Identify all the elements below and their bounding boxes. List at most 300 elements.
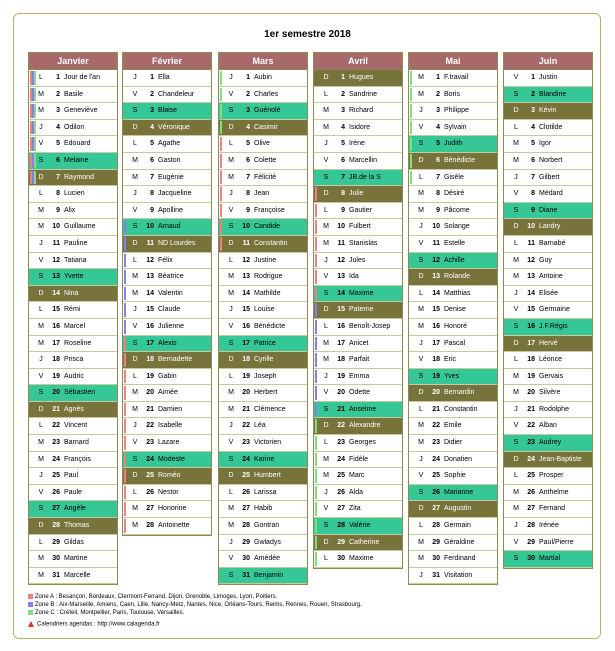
day-row bbox=[504, 518, 592, 535]
legend-zone-a bbox=[28, 593, 277, 601]
day-number: 16 bbox=[337, 322, 345, 330]
saint-name: Paul bbox=[64, 472, 79, 480]
day-row bbox=[219, 568, 307, 585]
day-number: 6 bbox=[150, 156, 154, 164]
day-letter: L bbox=[39, 422, 43, 430]
saint-name: Lazare bbox=[158, 439, 180, 447]
day-row bbox=[123, 70, 211, 87]
day-number: 9 bbox=[56, 206, 60, 214]
day-letter: M bbox=[38, 223, 44, 231]
day-row bbox=[219, 336, 307, 353]
day-row bbox=[219, 418, 307, 435]
saint-name: Chandeleur bbox=[158, 90, 195, 98]
day-row bbox=[314, 219, 402, 236]
day-row bbox=[123, 120, 211, 137]
day-letter: J bbox=[133, 422, 137, 430]
day-letter: D bbox=[513, 455, 519, 463]
saint-name: Zita bbox=[349, 505, 361, 513]
day-number: 27 bbox=[242, 505, 250, 513]
saint-name: Jour de l'an bbox=[64, 74, 100, 81]
day-row bbox=[409, 286, 497, 303]
saint-name: Gaston bbox=[158, 156, 181, 164]
day-number: 5 bbox=[436, 140, 440, 148]
vacation-bar bbox=[124, 287, 126, 301]
day-number: 10 bbox=[337, 223, 345, 231]
day-letter: J bbox=[229, 74, 233, 81]
vacation-bar bbox=[34, 171, 36, 185]
vacation-bar bbox=[410, 121, 412, 135]
saint-name: Colette bbox=[254, 156, 277, 164]
day-row bbox=[29, 203, 117, 220]
day-row bbox=[409, 435, 497, 452]
day-number: 8 bbox=[436, 190, 440, 198]
day-number: 24 bbox=[146, 455, 154, 463]
saint-name: Rodrigue bbox=[254, 273, 283, 281]
saint-name: Guillaume bbox=[64, 223, 96, 231]
day-number: 27 bbox=[52, 505, 60, 513]
vacation-bar bbox=[124, 353, 126, 367]
day-letter: M bbox=[323, 339, 329, 347]
vacation-bar bbox=[220, 104, 222, 118]
day-row bbox=[504, 170, 592, 187]
day-letter: J bbox=[514, 289, 518, 297]
month-column bbox=[122, 52, 212, 536]
day-row bbox=[504, 87, 592, 104]
day-number: 23 bbox=[337, 439, 345, 447]
saint-name: Fulbert bbox=[349, 223, 371, 231]
day-row bbox=[29, 70, 117, 87]
credit-text[interactable]: Calendriers agendas : http://www.calagenda.fr bbox=[37, 621, 160, 628]
saint-name: Jules bbox=[349, 256, 366, 264]
day-letter: M bbox=[38, 339, 44, 347]
vacation-bar bbox=[34, 121, 36, 135]
day-letter: J bbox=[39, 472, 43, 480]
saint-name: Sandrine bbox=[349, 90, 378, 98]
day-row bbox=[504, 468, 592, 485]
vacation-bar bbox=[124, 469, 126, 483]
day-number: 12 bbox=[432, 256, 440, 264]
vacation-bar bbox=[410, 171, 412, 185]
day-number: 27 bbox=[527, 505, 535, 513]
vacation-bar bbox=[220, 187, 222, 201]
day-number: 12 bbox=[52, 256, 60, 264]
day-letter: S bbox=[513, 90, 519, 98]
day-row bbox=[29, 352, 117, 369]
day-number: 17 bbox=[52, 339, 60, 347]
day-number: 24 bbox=[242, 455, 250, 463]
day-letter: L bbox=[419, 522, 423, 530]
day-row bbox=[123, 385, 211, 402]
day-letter: S bbox=[38, 273, 44, 281]
day-row bbox=[219, 253, 307, 270]
vacation-bar bbox=[124, 320, 126, 334]
saint-name: Antoinette bbox=[158, 522, 190, 530]
day-row bbox=[29, 385, 117, 402]
vacation-bar bbox=[315, 436, 317, 450]
day-number: 8 bbox=[531, 190, 535, 198]
day-letter: M bbox=[513, 256, 519, 264]
saint-name: Basile bbox=[64, 90, 84, 98]
saint-name: Emile bbox=[444, 422, 462, 430]
month-header: Juin bbox=[504, 53, 592, 70]
day-letter: V bbox=[513, 306, 519, 314]
saint-name: Léa bbox=[254, 422, 266, 430]
day-number: 7 bbox=[56, 173, 60, 181]
day-number: 19 bbox=[146, 372, 154, 380]
saint-name: Sylvain bbox=[444, 123, 467, 131]
day-number: 2 bbox=[341, 90, 345, 98]
day-row bbox=[123, 501, 211, 518]
day-letter: S bbox=[323, 405, 329, 413]
day-letter: L bbox=[324, 206, 328, 214]
day-letter: D bbox=[38, 522, 44, 530]
saint-name: Odilon bbox=[64, 123, 85, 131]
day-letter: L bbox=[229, 372, 233, 380]
saint-name: Thomas bbox=[64, 522, 90, 530]
legend-zone-b bbox=[28, 601, 362, 609]
saint-name: Larissa bbox=[254, 488, 277, 496]
day-number: 7 bbox=[246, 173, 250, 181]
day-number: 21 bbox=[242, 405, 250, 413]
day-row bbox=[409, 518, 497, 535]
day-row bbox=[409, 452, 497, 469]
saint-name: Benoît-Josep bbox=[349, 322, 391, 330]
day-row bbox=[314, 136, 402, 153]
day-number: 4 bbox=[246, 123, 250, 131]
day-row bbox=[409, 485, 497, 502]
day-letter: L bbox=[514, 472, 518, 480]
vacation-bar bbox=[315, 502, 317, 516]
day-number: 16 bbox=[527, 322, 535, 330]
vacation-bar bbox=[315, 486, 317, 500]
day-number: 22 bbox=[242, 422, 250, 430]
saint-name: Yvette bbox=[64, 273, 84, 281]
day-number: 5 bbox=[56, 140, 60, 148]
day-letter: L bbox=[324, 322, 328, 330]
saint-name: Marcelle bbox=[64, 571, 91, 579]
day-number: 18 bbox=[52, 356, 60, 364]
month-column bbox=[408, 52, 498, 585]
saint-name: Alban bbox=[539, 422, 557, 430]
day-row bbox=[504, 203, 592, 220]
saint-name: Igor bbox=[539, 140, 552, 148]
day-row bbox=[219, 369, 307, 386]
day-number: 8 bbox=[56, 190, 60, 198]
saint-name: Marianne bbox=[444, 488, 474, 496]
day-letter: V bbox=[228, 322, 234, 330]
day-number: 15 bbox=[337, 306, 345, 314]
day-row bbox=[219, 136, 307, 153]
day-number: 13 bbox=[337, 273, 345, 281]
saint-name: F.travail bbox=[444, 74, 469, 81]
vacation-bar bbox=[315, 204, 317, 218]
day-number: 21 bbox=[337, 405, 345, 413]
saint-name: Vincent bbox=[64, 422, 88, 430]
saint-name: Roseline bbox=[64, 339, 92, 347]
saint-name: Mathilde bbox=[254, 289, 281, 297]
saint-name: Prosper bbox=[539, 472, 564, 480]
day-number: 8 bbox=[150, 190, 154, 198]
day-number: 5 bbox=[246, 140, 250, 148]
zone-c-swatch bbox=[28, 610, 33, 615]
saint-name: Norbert bbox=[539, 156, 563, 164]
day-number: 3 bbox=[246, 107, 250, 115]
saint-name: Angèle bbox=[64, 505, 86, 513]
day-letter: V bbox=[323, 505, 329, 513]
saint-name: Boris bbox=[444, 90, 460, 98]
vacation-bar bbox=[315, 469, 317, 483]
day-letter: V bbox=[38, 256, 44, 264]
day-number: 29 bbox=[52, 538, 60, 546]
day-number: 14 bbox=[527, 289, 535, 297]
zone-a-swatch bbox=[28, 594, 33, 599]
day-number: 11 bbox=[146, 239, 154, 247]
day-letter: M bbox=[132, 156, 138, 164]
saint-name: Raymond bbox=[64, 173, 94, 181]
saint-name: Pascal bbox=[444, 339, 466, 347]
vacation-bar bbox=[315, 419, 317, 433]
vacation-bar bbox=[124, 337, 126, 351]
day-row bbox=[314, 551, 402, 568]
day-letter: M bbox=[418, 422, 424, 430]
vacation-bar bbox=[315, 536, 317, 550]
credit-line[interactable] bbox=[28, 621, 160, 628]
day-row bbox=[504, 319, 592, 336]
day-number: 8 bbox=[341, 190, 345, 198]
day-row bbox=[29, 485, 117, 502]
day-row bbox=[409, 336, 497, 353]
saint-name: Rodolphe bbox=[539, 405, 569, 413]
zone-b-swatch bbox=[28, 602, 33, 607]
day-row bbox=[219, 402, 307, 419]
day-row bbox=[123, 518, 211, 535]
day-letter: M bbox=[513, 505, 519, 513]
day-number: 19 bbox=[432, 372, 440, 380]
day-letter: D bbox=[513, 223, 519, 231]
day-letter: D bbox=[513, 339, 519, 347]
saint-name: Melaine bbox=[64, 156, 89, 164]
day-letter: L bbox=[39, 74, 43, 81]
day-letter: V bbox=[228, 206, 234, 214]
day-row bbox=[29, 186, 117, 203]
day-number: 20 bbox=[52, 389, 60, 397]
day-row bbox=[29, 219, 117, 236]
day-letter: S bbox=[228, 223, 234, 231]
day-letter: M bbox=[132, 389, 138, 397]
saint-name: Georges bbox=[349, 439, 376, 447]
day-number: 25 bbox=[146, 472, 154, 480]
day-number: 26 bbox=[432, 488, 440, 496]
day-letter: S bbox=[323, 522, 329, 530]
saint-name: Anicet bbox=[349, 339, 369, 347]
day-row bbox=[314, 236, 402, 253]
day-row bbox=[123, 418, 211, 435]
day-letter: S bbox=[228, 571, 234, 579]
day-row bbox=[29, 286, 117, 303]
day-row bbox=[219, 186, 307, 203]
day-letter: L bbox=[514, 239, 518, 247]
saint-name: Justin bbox=[539, 74, 558, 81]
day-number: 12 bbox=[242, 256, 250, 264]
day-letter: J bbox=[39, 239, 43, 247]
saint-name: Gisèle bbox=[444, 173, 464, 181]
day-letter: D bbox=[418, 505, 424, 513]
day-row bbox=[219, 435, 307, 452]
day-letter: S bbox=[132, 339, 138, 347]
saint-name: Tatiana bbox=[64, 256, 87, 264]
saint-name: Valentin bbox=[158, 289, 183, 297]
day-number: 23 bbox=[432, 439, 440, 447]
day-row bbox=[504, 153, 592, 170]
day-letter: M bbox=[323, 223, 329, 231]
vacation-bar bbox=[315, 370, 317, 384]
saint-name: Judith bbox=[444, 140, 463, 148]
day-letter: V bbox=[132, 90, 138, 98]
day-letter: D bbox=[228, 123, 234, 131]
day-letter: J bbox=[419, 223, 423, 231]
day-number: 22 bbox=[52, 422, 60, 430]
saint-name: Casimir bbox=[254, 123, 278, 131]
day-number: 3 bbox=[531, 107, 535, 115]
saint-name: Matthias bbox=[444, 289, 471, 297]
day-row bbox=[504, 485, 592, 502]
day-row bbox=[123, 103, 211, 120]
zone-c-text: Zone C : Créteil, Montpellier, Paris, Toulouse, Versailles. bbox=[35, 610, 185, 616]
saint-name: Alexis bbox=[158, 339, 177, 347]
calendar-logo-icon bbox=[28, 621, 34, 627]
saint-name: Valérie bbox=[349, 522, 371, 530]
day-number: 9 bbox=[246, 206, 250, 214]
day-letter: S bbox=[132, 107, 138, 115]
saint-name: Françoise bbox=[254, 206, 285, 214]
day-letter: L bbox=[419, 289, 423, 297]
saint-name: Ella bbox=[158, 74, 170, 81]
day-number: 13 bbox=[52, 273, 60, 281]
saint-name: Yves bbox=[444, 372, 460, 380]
day-letter: D bbox=[132, 356, 138, 364]
day-letter: J bbox=[419, 455, 423, 463]
saint-name: Didier bbox=[444, 439, 463, 447]
saint-name: Paterne bbox=[349, 306, 374, 314]
day-number: 29 bbox=[242, 538, 250, 546]
day-row bbox=[29, 518, 117, 535]
day-row bbox=[29, 120, 117, 137]
saint-name: Charles bbox=[254, 90, 279, 98]
day-number: 22 bbox=[527, 422, 535, 430]
day-letter: L bbox=[419, 405, 423, 413]
vacation-bar bbox=[315, 386, 317, 400]
day-row bbox=[314, 87, 402, 104]
day-letter: S bbox=[228, 107, 234, 115]
day-letter: S bbox=[513, 439, 519, 447]
day-row bbox=[29, 302, 117, 319]
saint-name: Eric bbox=[444, 356, 457, 364]
saint-name: Richard bbox=[349, 107, 374, 115]
day-letter: S bbox=[513, 322, 519, 330]
saint-name: Médard bbox=[539, 190, 563, 198]
vacation-bar bbox=[410, 88, 412, 102]
day-letter: D bbox=[418, 273, 424, 281]
saint-name: Bénédicte bbox=[444, 156, 476, 164]
saint-name: Geneviève bbox=[64, 107, 98, 115]
saint-name: Cyrille bbox=[254, 356, 274, 364]
day-row bbox=[29, 336, 117, 353]
day-letter: J bbox=[514, 173, 518, 181]
day-letter: M bbox=[513, 488, 519, 496]
day-row bbox=[409, 170, 497, 187]
day-letter: V bbox=[38, 140, 44, 148]
saint-name: ND Lourdes bbox=[158, 239, 196, 247]
day-row bbox=[219, 170, 307, 187]
saint-name: Lucien bbox=[64, 190, 85, 198]
day-row bbox=[409, 87, 497, 104]
saint-name: Julie bbox=[349, 190, 364, 198]
vacation-bar bbox=[124, 502, 126, 516]
day-row bbox=[123, 153, 211, 170]
day-letter: M bbox=[38, 555, 44, 563]
saint-name: Olive bbox=[254, 140, 270, 148]
month-header: Mars bbox=[219, 53, 307, 70]
day-letter: M bbox=[228, 522, 234, 530]
day-row bbox=[409, 136, 497, 153]
day-number: 7 bbox=[341, 173, 345, 181]
vacation-bar bbox=[315, 237, 317, 251]
saint-name: Antoine bbox=[539, 273, 563, 281]
saint-name: Louise bbox=[254, 306, 275, 314]
day-row bbox=[314, 418, 402, 435]
day-number: 7 bbox=[436, 173, 440, 181]
vacation-bar bbox=[315, 270, 317, 284]
day-number: 10 bbox=[432, 223, 440, 231]
day-letter: M bbox=[132, 405, 138, 413]
day-letter: M bbox=[132, 289, 138, 297]
saint-name: Félicité bbox=[254, 173, 277, 181]
day-number: 6 bbox=[341, 156, 345, 164]
day-row bbox=[504, 551, 592, 568]
month-header: Janvier bbox=[29, 53, 117, 70]
day-row bbox=[123, 186, 211, 203]
day-letter: M bbox=[513, 156, 519, 164]
day-row bbox=[123, 336, 211, 353]
saint-name: Alda bbox=[349, 488, 364, 496]
month-header: Avril bbox=[314, 53, 402, 70]
day-row bbox=[504, 385, 592, 402]
day-letter: V bbox=[323, 156, 329, 164]
day-row bbox=[29, 136, 117, 153]
calendar-title: 1er semestre 2018 bbox=[264, 29, 351, 40]
saint-name: Paule bbox=[64, 488, 82, 496]
day-number: 18 bbox=[337, 356, 345, 364]
day-letter: M bbox=[418, 322, 424, 330]
day-letter: M bbox=[38, 206, 44, 214]
day-number: 3 bbox=[436, 107, 440, 115]
day-number: 25 bbox=[242, 472, 250, 480]
saint-name: Nina bbox=[64, 289, 79, 297]
vacation-bar bbox=[124, 370, 126, 384]
day-letter: J bbox=[324, 372, 328, 380]
saint-name: Joseph bbox=[254, 372, 277, 380]
vacation-bar bbox=[220, 220, 222, 234]
saint-name: Félix bbox=[158, 256, 173, 264]
day-letter: M bbox=[323, 239, 329, 247]
day-number: 27 bbox=[146, 505, 154, 513]
vacation-bar bbox=[315, 320, 317, 334]
saint-name: Pâcome bbox=[444, 206, 470, 214]
day-letter: J bbox=[133, 74, 137, 81]
day-row bbox=[409, 551, 497, 568]
day-number: 4 bbox=[56, 123, 60, 131]
day-row bbox=[219, 535, 307, 552]
